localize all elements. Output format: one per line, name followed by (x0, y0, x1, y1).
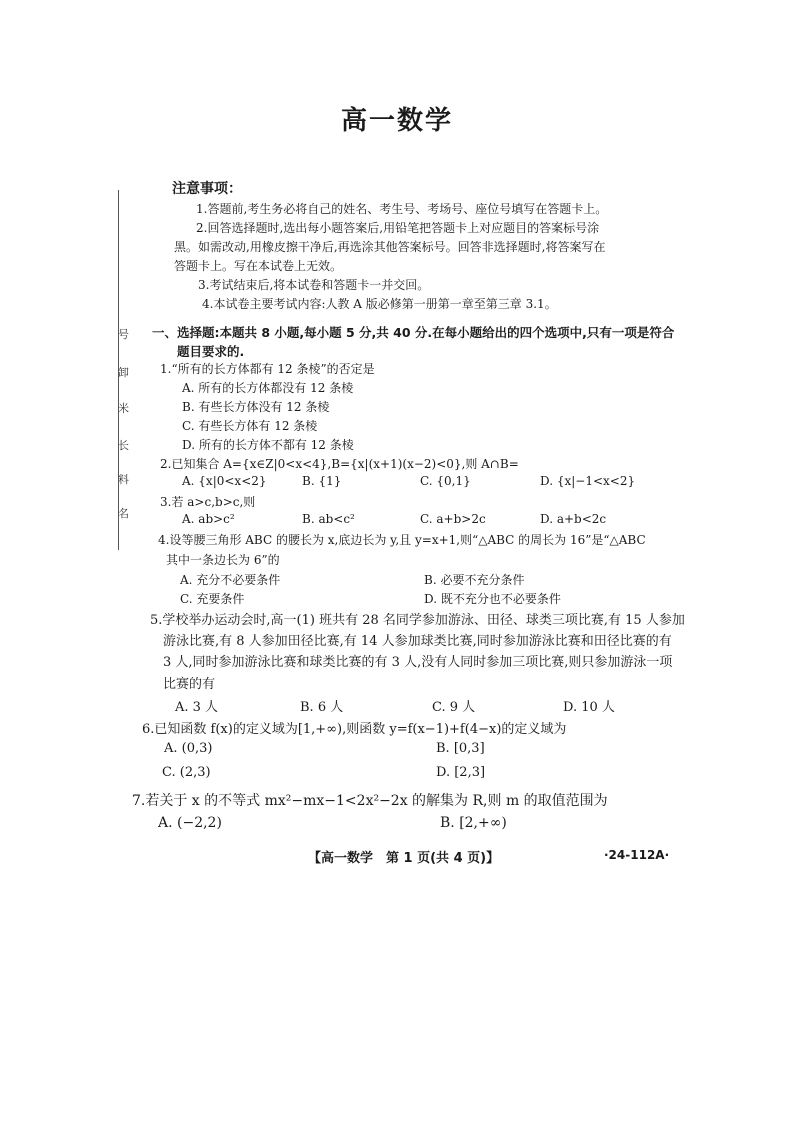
side-mark: 米 (118, 402, 129, 415)
q4-option-b: B. 必要不充分条件 (424, 573, 525, 587)
notice-line: 4.本试卷主要考试内容:人教 A 版必修第一册第一章至第三章 3.1。 (202, 297, 557, 311)
side-mark: 长 (118, 439, 129, 452)
section-heading: 一、选择题:本题共 8 小题,每小题 5 分,共 40 分.在每小题给出的四个选项中,只有一项是符合 (152, 325, 675, 340)
q3-option-d: D. a+b<2c (540, 512, 607, 526)
q5-option-c: C. 9 人 (432, 700, 476, 715)
q2-option-a: A. {x|0<x<2} (182, 474, 267, 488)
q3-option-c: C. a+b>2c (420, 512, 486, 526)
q4-option-c: C. 充要条件 (180, 592, 245, 606)
q5-option-a: A. 3 人 (175, 700, 219, 715)
notice-line: 答题卡上。写在本试卷上无效。 (174, 259, 343, 273)
q2-option-b: B. {1} (302, 474, 342, 488)
question-7-stem: 7.若关于 x 的不等式 mx²−mx−1<2x²−2x 的解集为 R,则 m 的取值范围为 (132, 793, 608, 809)
q1-option-c: C. 有些长方体有 12 条棱 (182, 419, 318, 433)
question-6-stem: 6.已知函数 f(x)的定义域为[1,+∞),则函数 y=f(x−1)+f(4−x)的定义域为 (142, 722, 567, 737)
q6-option-d: D. [2,3] (436, 765, 486, 780)
q2-option-d: D. {x|−1<x<2} (540, 474, 636, 488)
question-5-stem-cont: 游泳比赛,有 8 人参加田径比赛,有 14 人参加球类比赛,同时参加游泳比赛和田径比赛的有 (163, 634, 672, 649)
question-5-stem: 5.学校举办运动会时,高一(1) 班共有 28 名同学参加游泳、田径、球类三项比赛,有 15 人参加 (150, 613, 685, 628)
q6-option-c: C. (2,3) (162, 765, 211, 780)
q1-option-a: A. 所有的长方体都没有 12 条棱 (182, 381, 354, 395)
q6-option-a: A. (0,3) (164, 741, 213, 756)
question-5-stem-cont: 3 人,同时参加游泳比赛和球类比赛的有 3 人,没有人同时参加三项比赛,则只参加游泳一项 (163, 655, 673, 670)
notice-heading: 注意事项： (172, 181, 242, 197)
q5-option-d: D. 10 人 (563, 700, 615, 715)
q6-option-b: B. [0,3] (436, 741, 485, 756)
q3-option-a: A. ab>c² (182, 512, 235, 526)
paper-code: ·24-112A· (604, 848, 670, 862)
q7-option-a: A. (−2,2) (158, 815, 222, 831)
q5-option-b: B. 6 人 (300, 700, 344, 715)
notice-line: 1.答题前,考生务必将自己的姓名、考生号、考场号、座位号填写在答题卡上。 (196, 202, 608, 216)
q3-option-b: B. ab<c² (302, 512, 355, 526)
q1-option-d: D. 所有的长方体不都有 12 条棱 (182, 438, 354, 452)
page-title: 高一数学 (340, 106, 453, 136)
q7-option-b: B. [2,+∞) (440, 815, 507, 831)
side-mark: 料 (118, 473, 129, 486)
question-5-stem-cont: 比赛的有 (163, 677, 216, 692)
question-1-stem: 1.“所有的长方体都有 12 条棱”的否定是 (160, 362, 375, 376)
notice-line: 黑。如需改动,用橡皮擦干净后,再选涂其他答案标号。回答非选择题时,将答案写在 (174, 240, 606, 254)
q4-option-d: D. 既不充分也不必要条件 (424, 592, 561, 606)
question-4-stem-cont: 其中一条边长为 6”的 (166, 553, 280, 567)
q1-option-b: B. 有些长方体没有 12 条棱 (182, 400, 330, 414)
side-mark: 名 (118, 507, 129, 520)
question-2-stem: 2.已知集合 A={x∈Z|0<x<4},B={x|(x+1)(x−2)<0},则 A∩B= (160, 457, 519, 471)
side-mark: 卸 (118, 366, 129, 379)
side-mark: 号 (118, 328, 129, 341)
q2-option-c: C. {0,1} (420, 474, 471, 488)
q4-option-a: A. 充分不必要条件 (180, 573, 281, 587)
page-footer: 【高一数学 第 1 页(共 4 页)】 (308, 851, 500, 866)
question-3-stem: 3.若 a>c,b>c,则 (160, 495, 256, 509)
notice-line: 2.回答选择题时,选出每小题答案后,用铅笔把答题卡上对应题目的答案标号涂 (196, 221, 600, 235)
notice-line: 3.考试结束后,将本试卷和答题卡一并交回。 (198, 278, 430, 292)
question-4-stem: 4.设等腰三角形 ABC 的腰长为 x,底边长为 y,且 y=x+1,则“△ABC 的周长为 16”是“△ABC (158, 533, 646, 547)
section-heading-cont: 题目要求的. (177, 344, 245, 359)
